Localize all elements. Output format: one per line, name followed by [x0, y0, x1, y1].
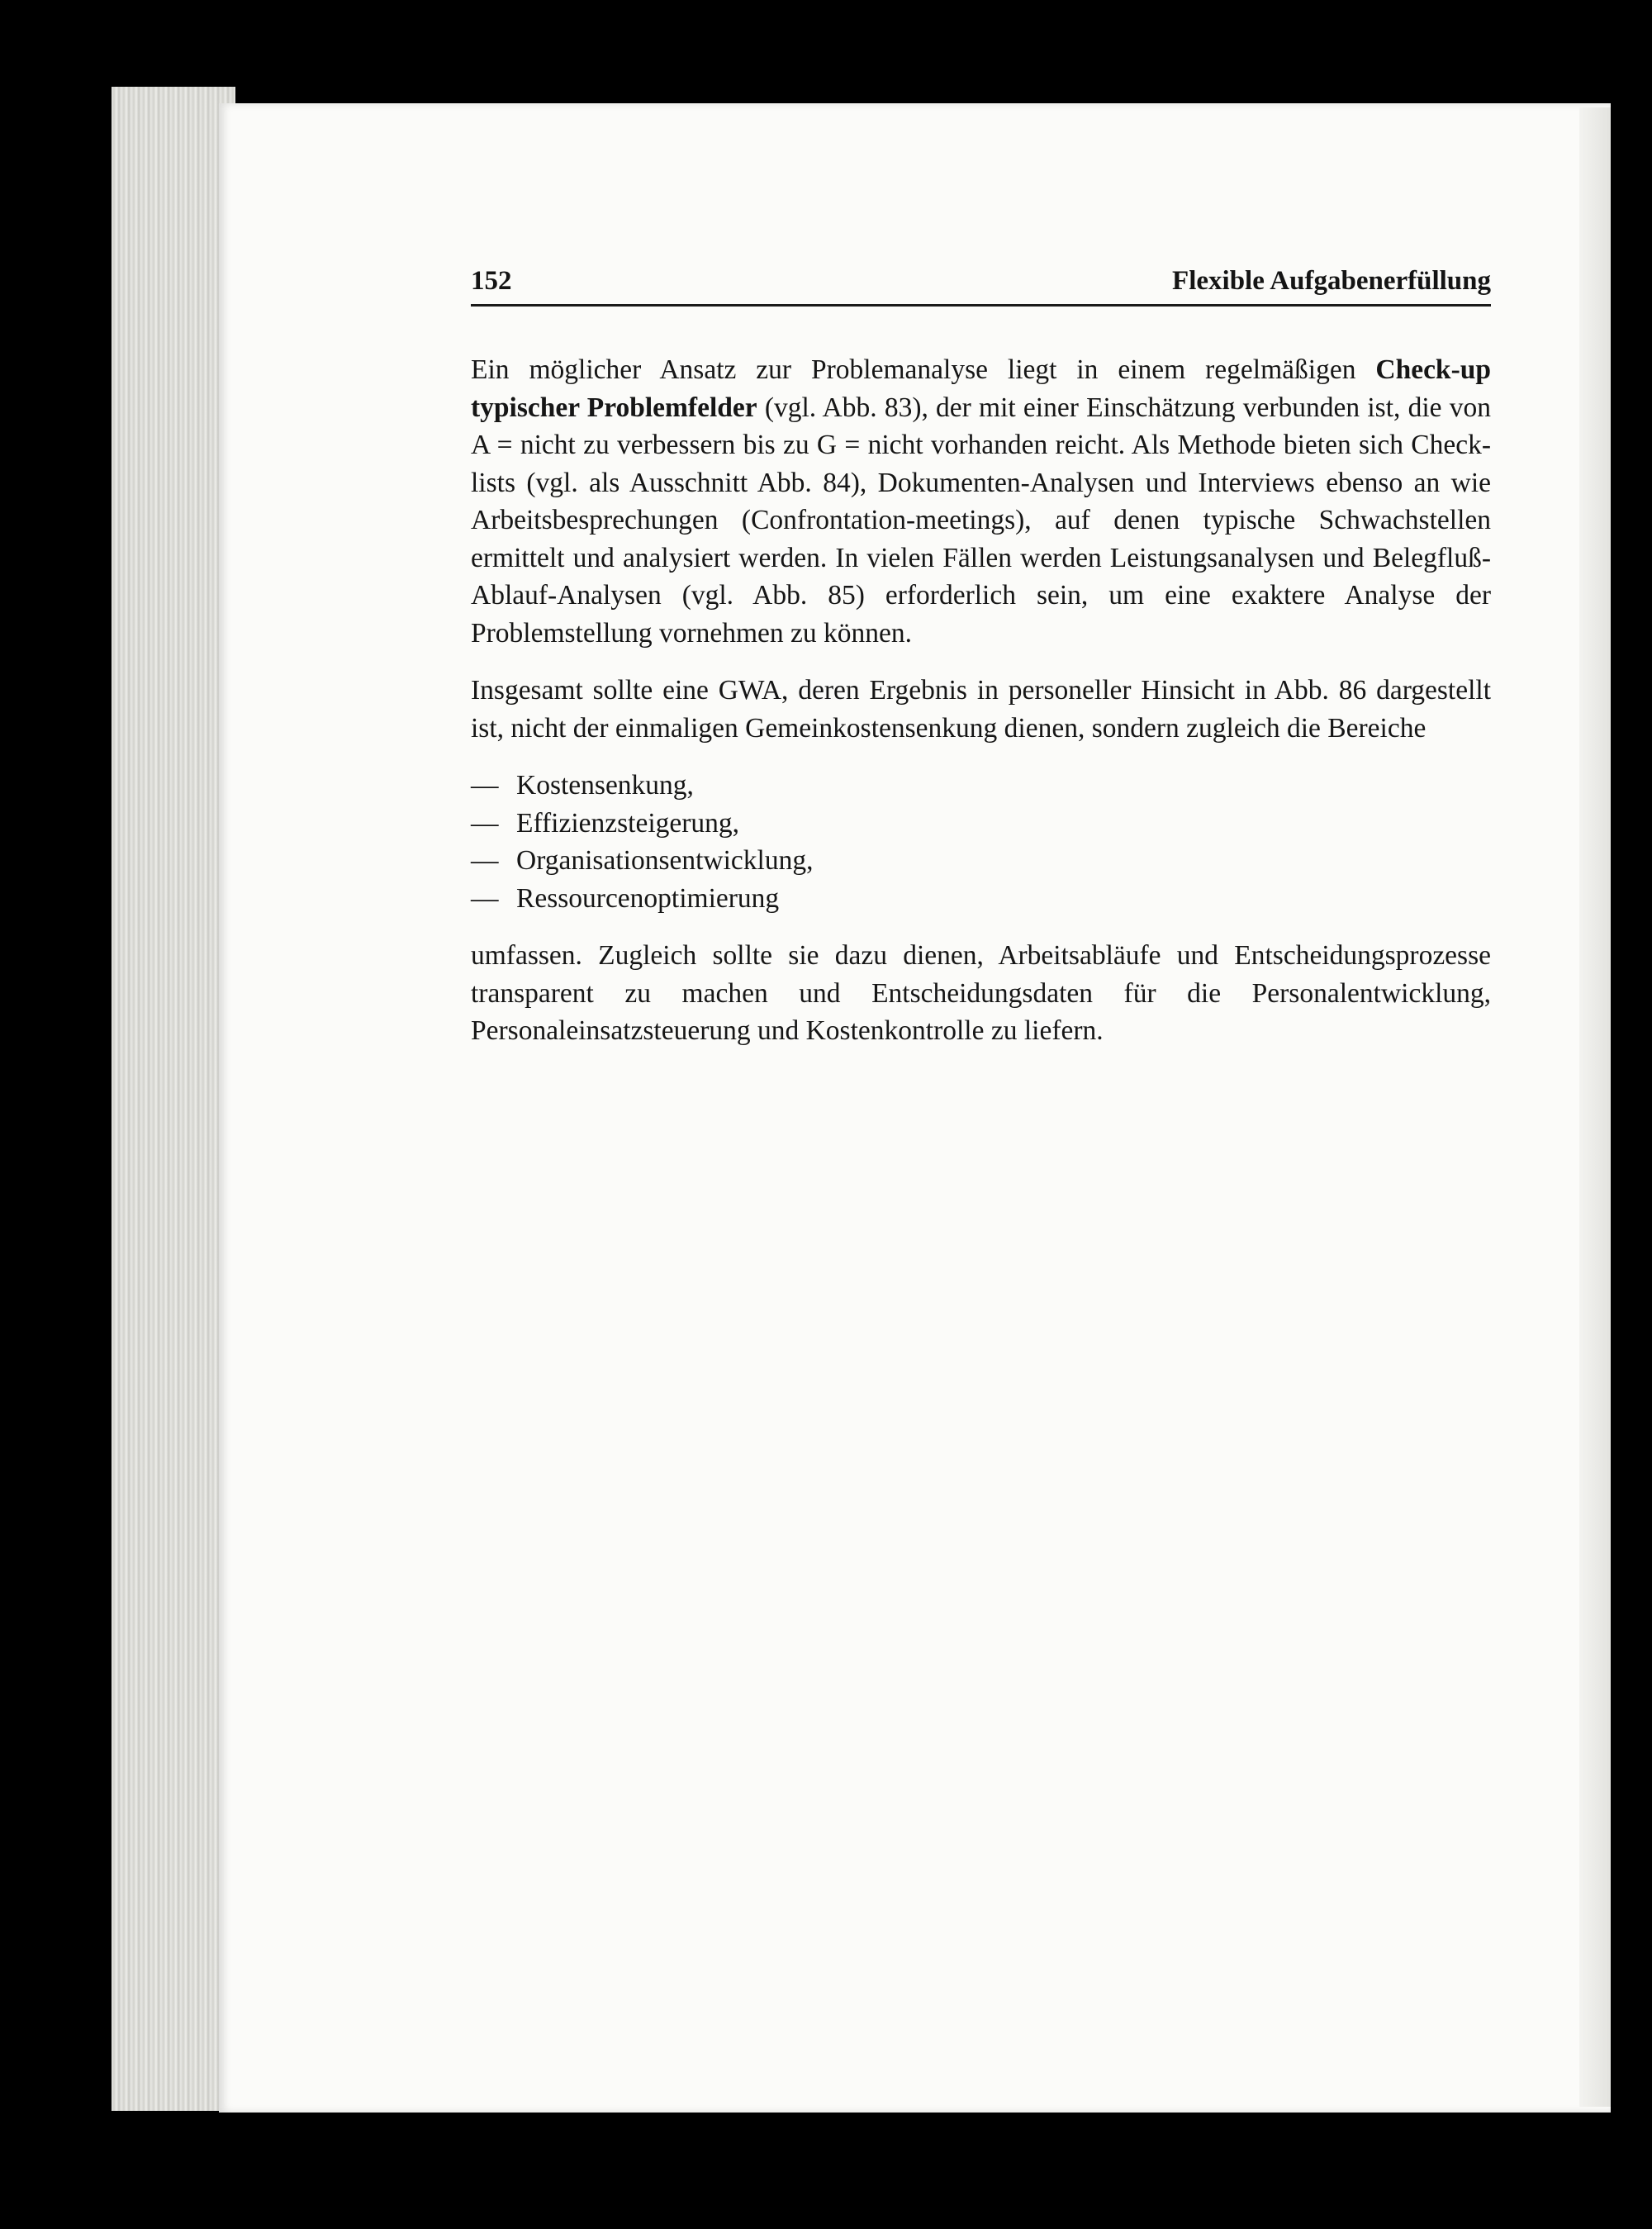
page-edges	[112, 87, 235, 2111]
paragraph-1-part-1: Ein möglicher Ansatz zur Problemanalyse liegt in einem regelmäßigen	[471, 354, 1376, 385]
list-item-text: Organisationsentwicklung,	[516, 845, 814, 876]
page-gutter	[1579, 107, 1611, 2107]
paragraph-2: Insgesamt sollte eine GWA, deren Ergebnis in personeller Hinsicht in Abb. 86 dargestellt ist, nicht der einmaligen Gemeinkostensenkung dienen, sondern zugleich die Bereiche	[471, 675, 1491, 744]
body-text	[471, 351, 1491, 1070]
list-item-text: Ressourcenoptimierung	[516, 882, 780, 914]
running-header	[471, 264, 1491, 307]
list-item	[471, 842, 1491, 880]
paragraph-3: umfassen. Zugleich sollte sie dazu dienen, Arbeitsabläufe und Entscheidungsprozesse transparent zu machen und Entscheidungsdaten für die Personalentwicklung, Personaleinsatzsteuerung und Kostenkontrolle zu liefern.	[471, 940, 1491, 1046]
list-dash: —	[471, 807, 499, 839]
list-dash: —	[471, 770, 499, 801]
list-dash: —	[471, 845, 499, 876]
list-item	[471, 880, 1491, 918]
list-dash: —	[471, 882, 499, 914]
list-item	[471, 805, 1491, 843]
running-title: Flexible Aufgabenerfüllung	[1172, 266, 1491, 296]
paragraph-1-bold: Check-up typischer Problemfelder	[471, 354, 1491, 423]
paragraph-1-part-2: (vgl. Abb. 83), der mit einer Einschätzung verbunden ist, die von A = nicht zu verbessern bis zu G = nicht vorhanden reicht. Als Methode bieten sich Check-lists (vgl. als Ausschnitt Abb. 84), Dokumenten-Analysen und Interviews ebenso an wie Arbeitsbesprechungen (Confrontation-meetings), auf denen typische Schwachstellen ermittelt und analysiert werden. In vielen Fällen werden Leistungsanalysen und Belegfluß-Ablauf-Analysen (vgl. Abb. 85) erforderlich sein, um eine exaktere Analyse der Problemstellung vornehmen zu können.	[471, 392, 1491, 649]
page-number: 152	[471, 266, 512, 296]
list-item	[471, 767, 1491, 805]
paragraph-1	[471, 351, 1491, 652]
list-item-text: Effizienzsteigerung,	[516, 807, 740, 839]
bullet-list	[471, 767, 1491, 917]
list-item-text: Kostensenkung,	[516, 770, 694, 801]
